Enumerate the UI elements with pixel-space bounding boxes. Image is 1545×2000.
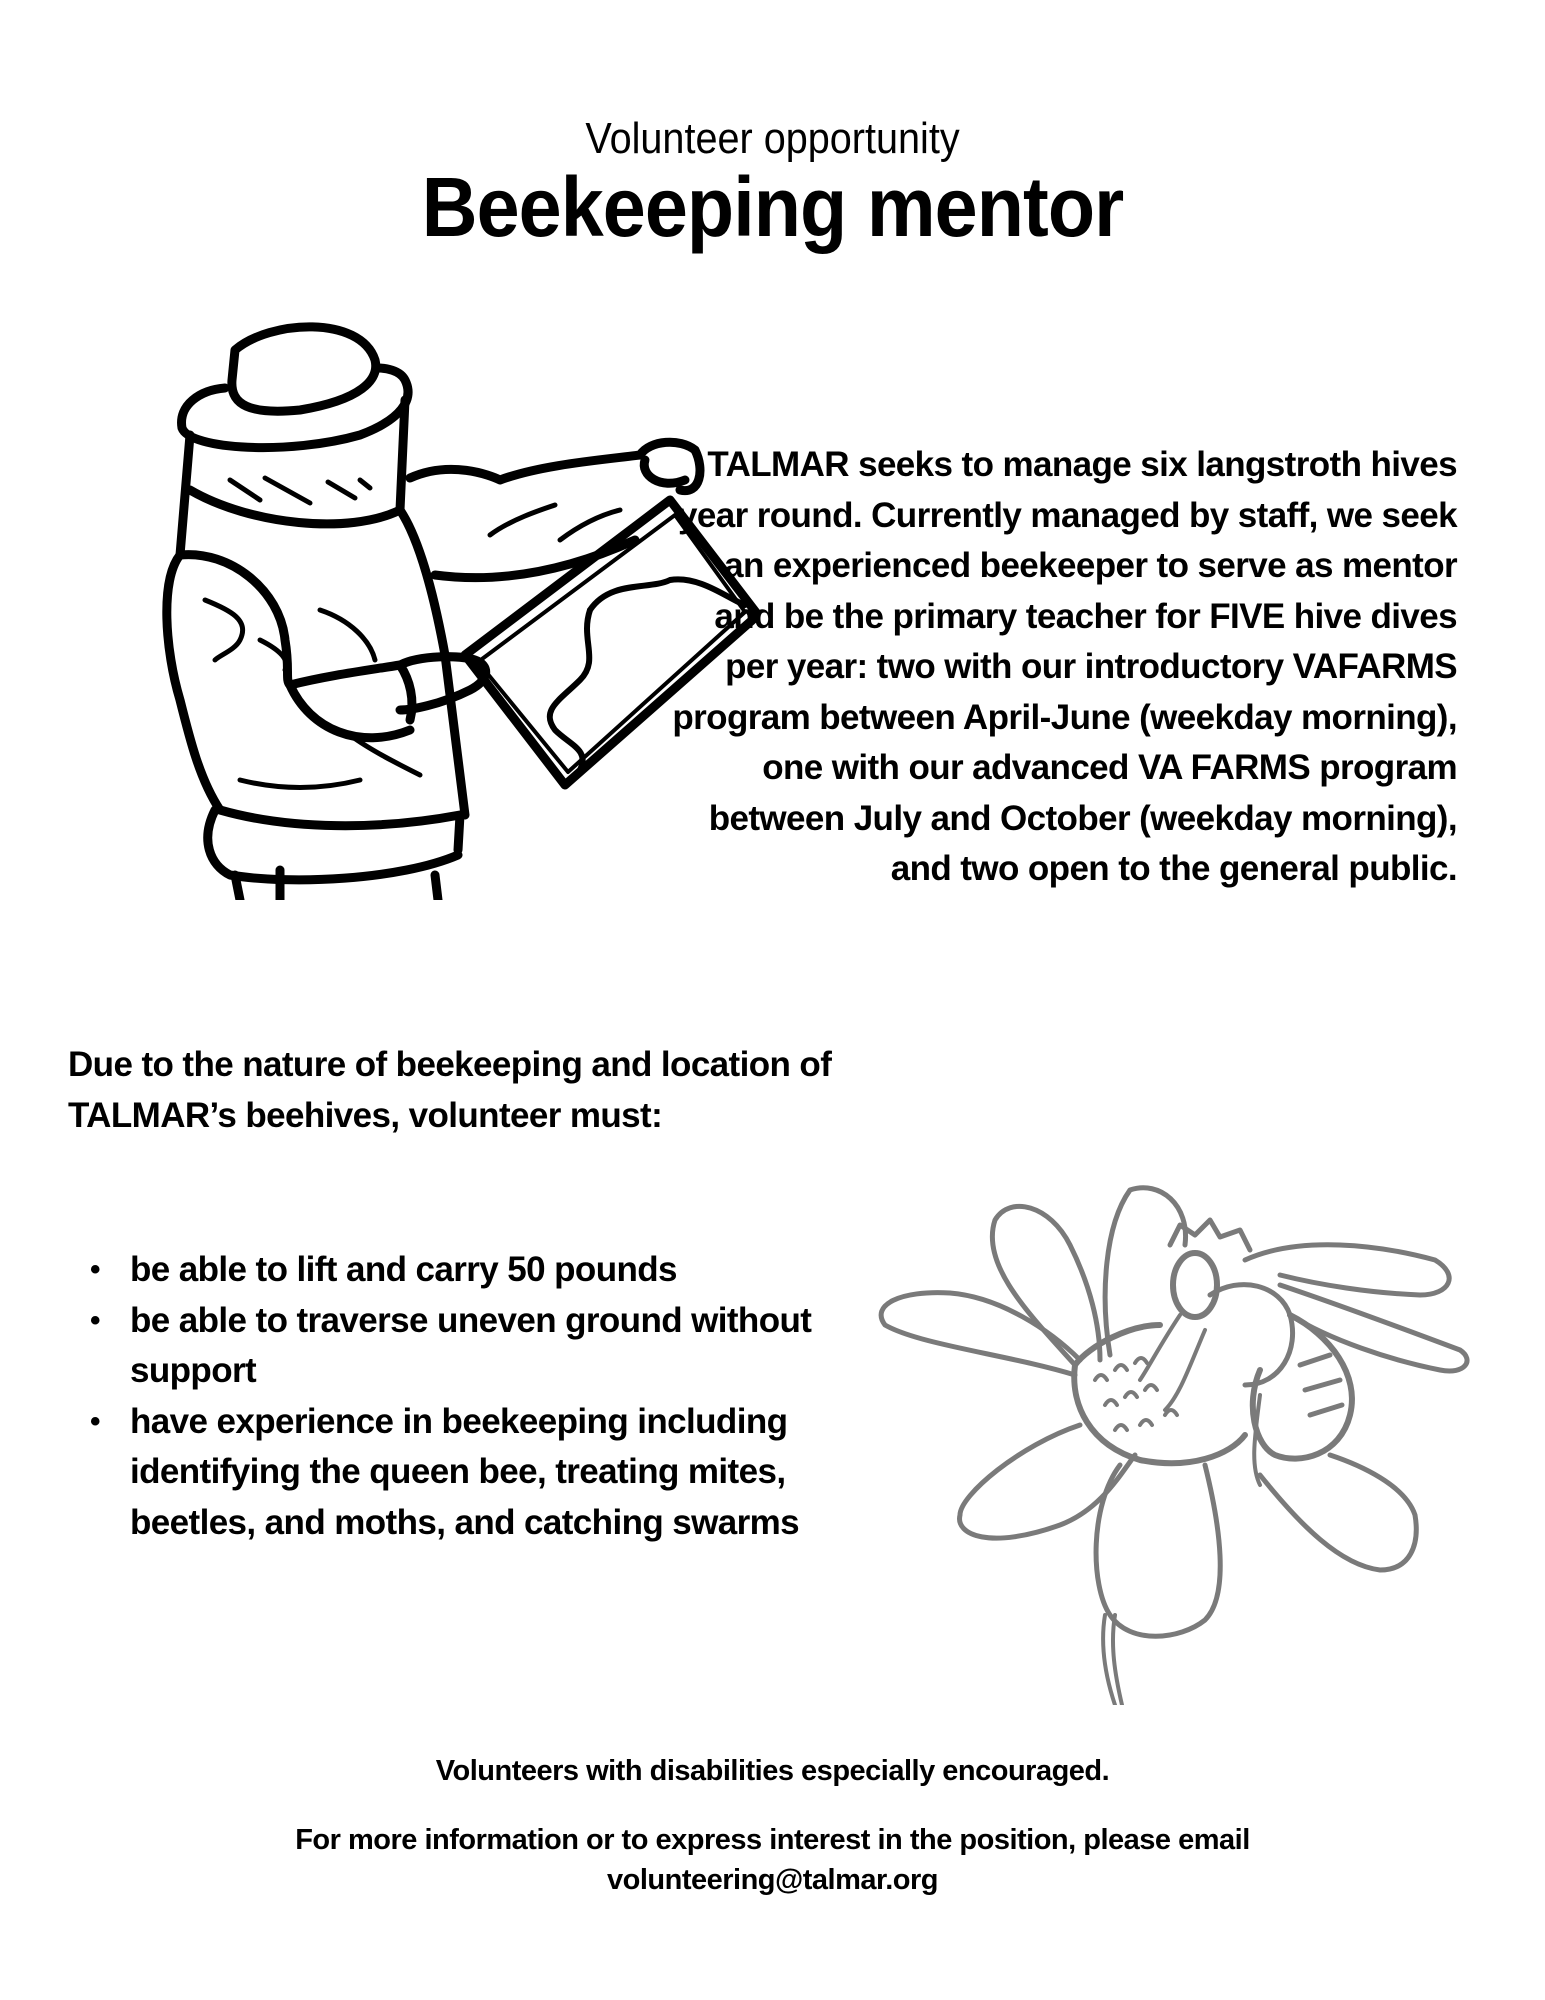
requirement-item: [68, 1245, 898, 1296]
contact-email-link[interactable]: volunteering@talmar.org: [606, 1864, 938, 1896]
bee-icon: [1140, 1220, 1467, 1485]
veil-hat-icon: [180, 327, 408, 555]
requirement-text: be able to traverse uneven ground without support: [130, 1300, 812, 1390]
contact-block: [0, 1820, 1545, 1900]
intro-paragraph: TALMAR seeks to manage six langstroth hives year round. Currently managed by staff, we seek an experienced beekeeper to serve as mentor and be the primary teacher for FIVE hive dives per year: two with our introductory VAFARMS program between April-June (weekday morning), one with our advanced VA FARMS program between July and October (weekday morning), and two open to the general public.: [672, 445, 1457, 888]
bullet-icon: •: [90, 1253, 100, 1286]
requirements-list: [68, 1245, 898, 1548]
page-header: [0, 114, 1545, 254]
disabilities-note: Volunteers with disabilities especially encouraged.: [435, 1755, 1110, 1787]
requirements-lead: Due to the nature of beekeeping and location of TALMAR’s beehives, volunteer must:: [68, 1045, 832, 1135]
flower-stem-icon: [1103, 1615, 1122, 1705]
bullet-icon: •: [90, 1303, 100, 1337]
flower-petals-icon: [881, 1188, 1416, 1636]
page-title: Beekeeping mentor: [421, 160, 1124, 254]
flower-seed-marks: [1095, 1358, 1177, 1430]
contact-text: For more information or to express interest in the position, please email: [295, 1824, 1250, 1856]
page-subtitle: Volunteer opportunity: [585, 114, 960, 163]
requirement-text: have experience in beekeeping including identifying the queen bee, treating mites, beetles, and moths, and catching swarms: [130, 1401, 800, 1542]
veil-mesh-lines: [230, 478, 370, 503]
bee-on-flower-illustration: [860, 1165, 1480, 1705]
requirement-item: [68, 1296, 898, 1397]
requirement-text: be able to lift and carry 50 pounds: [130, 1250, 677, 1289]
bullet-icon: •: [90, 1404, 100, 1438]
requirement-item: [68, 1397, 898, 1549]
suit-fold-lines: [205, 505, 620, 788]
